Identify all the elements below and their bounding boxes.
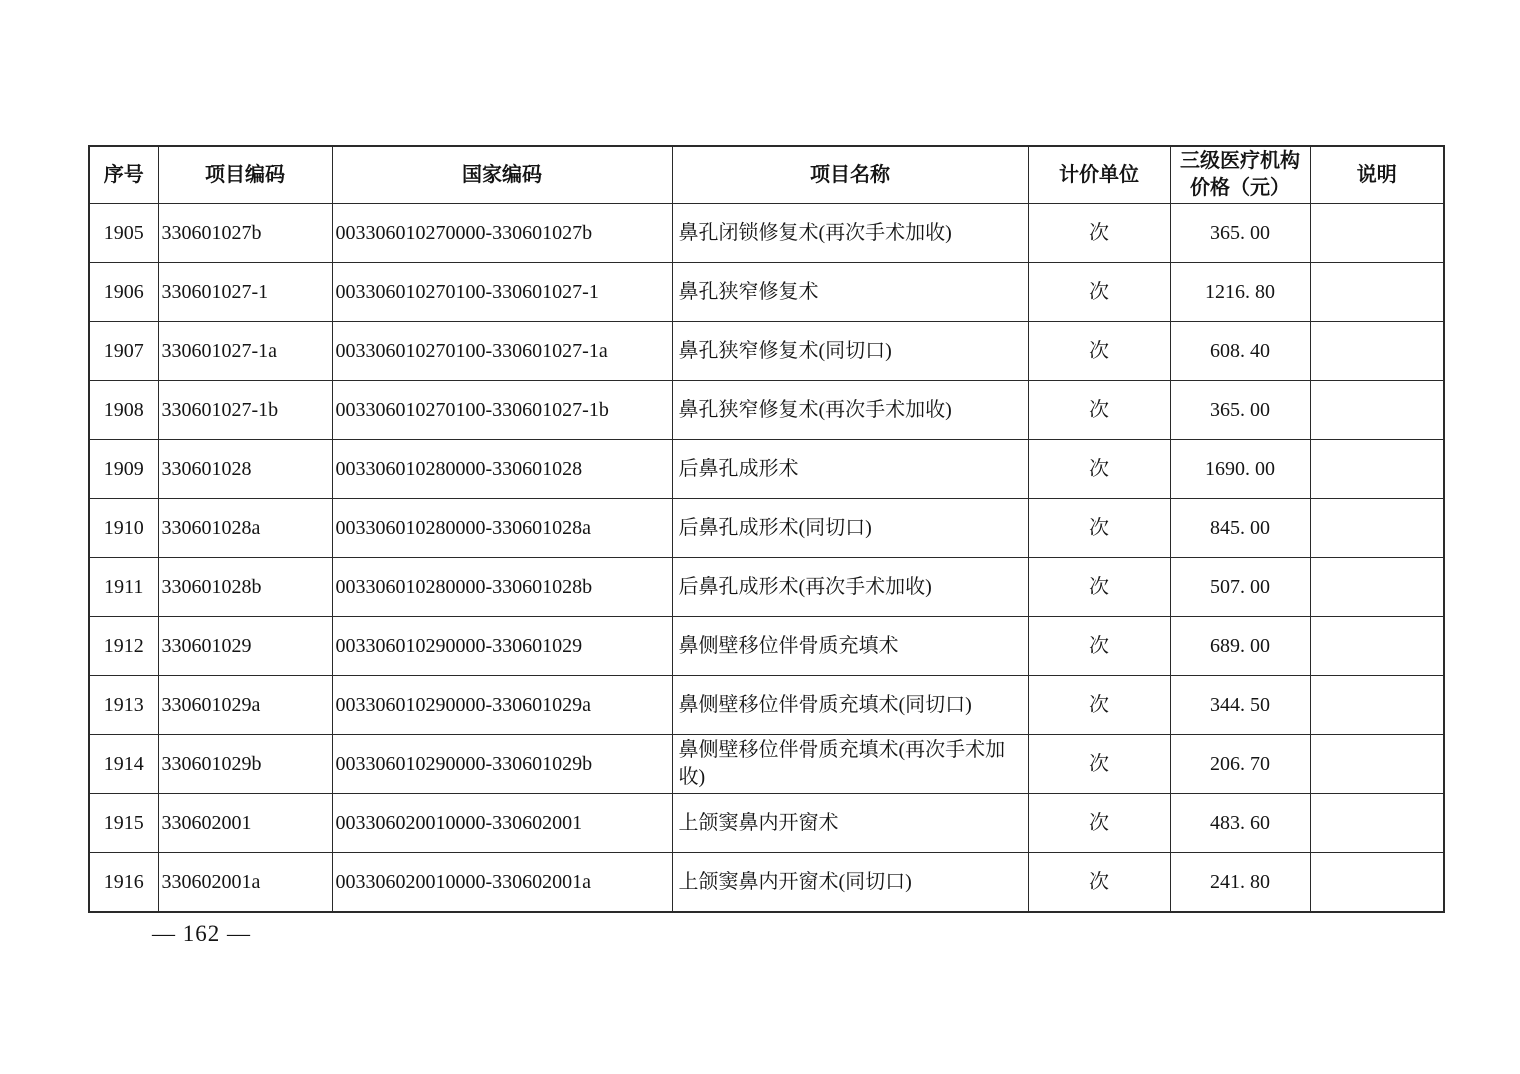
table-row: [89, 263, 1444, 322]
table-row: [89, 558, 1444, 617]
cell-note: [1310, 381, 1444, 440]
cell-unit: 次: [1028, 204, 1170, 263]
cell-national-code: 003306010280000-330601028b: [332, 558, 672, 617]
cell-national-code: 003306020010000-330602001a: [332, 853, 672, 913]
cell-unit: 次: [1028, 617, 1170, 676]
cell-national-code: 003306010290000-330601029: [332, 617, 672, 676]
cell-price: 365. 00: [1170, 381, 1310, 440]
cell-note: [1310, 853, 1444, 913]
cell-price: 206. 70: [1170, 735, 1310, 794]
cell-national-code: 003306020010000-330602001: [332, 794, 672, 853]
cell-unit: 次: [1028, 794, 1170, 853]
cell-seq: 1916: [89, 853, 158, 913]
table-row: [89, 853, 1444, 913]
cell-note: [1310, 204, 1444, 263]
cell-unit: 次: [1028, 263, 1170, 322]
medical-price-table: [88, 145, 1445, 913]
cell-item-code: 330601027-1b: [158, 381, 332, 440]
cell-unit: 次: [1028, 676, 1170, 735]
cell-seq: 1905: [89, 204, 158, 263]
header-price: 三级医疗机构价格（元）: [1170, 146, 1310, 204]
cell-item-name: 鼻侧壁移位伴骨质充填术(同切口): [672, 676, 1028, 735]
page-number: — 162 —: [152, 921, 251, 946]
cell-price: 344. 50: [1170, 676, 1310, 735]
table-row: [89, 204, 1444, 263]
cell-item-code: 330601027-1a: [158, 322, 332, 381]
cell-item-code: 330601029: [158, 617, 332, 676]
header-note: 说明: [1310, 146, 1444, 204]
cell-price: 1216. 80: [1170, 263, 1310, 322]
cell-price: 365. 00: [1170, 204, 1310, 263]
header-unit: 计价单位: [1028, 146, 1170, 204]
cell-note: [1310, 558, 1444, 617]
table-row: [89, 440, 1444, 499]
cell-seq: 1909: [89, 440, 158, 499]
table-row: [89, 735, 1444, 794]
cell-seq: 1914: [89, 735, 158, 794]
cell-item-name: 鼻孔狭窄修复术(再次手术加收): [672, 381, 1028, 440]
cell-unit: 次: [1028, 853, 1170, 913]
cell-note: [1310, 440, 1444, 499]
cell-note: [1310, 499, 1444, 558]
header-item-name: 项目名称: [672, 146, 1028, 204]
table-row: [89, 794, 1444, 853]
table-body: [89, 204, 1444, 913]
table-row: [89, 322, 1444, 381]
cell-item-name: 鼻孔狭窄修复术: [672, 263, 1028, 322]
cell-price: 507. 00: [1170, 558, 1310, 617]
cell-item-code: 330601027-1: [158, 263, 332, 322]
cell-note: [1310, 794, 1444, 853]
header-item-code: 项目编码: [158, 146, 332, 204]
cell-item-name: 鼻孔狭窄修复术(同切口): [672, 322, 1028, 381]
cell-item-code: 330602001a: [158, 853, 332, 913]
cell-item-code: 330601028b: [158, 558, 332, 617]
cell-note: [1310, 322, 1444, 381]
cell-item-name: 鼻孔闭锁修复术(再次手术加收): [672, 204, 1028, 263]
cell-seq: 1915: [89, 794, 158, 853]
cell-seq: 1906: [89, 263, 158, 322]
cell-price: 1690. 00: [1170, 440, 1310, 499]
cell-item-name: 上颌窦鼻内开窗术: [672, 794, 1028, 853]
cell-seq: 1907: [89, 322, 158, 381]
cell-national-code: 003306010270100-330601027-1a: [332, 322, 672, 381]
cell-price: 689. 00: [1170, 617, 1310, 676]
cell-unit: 次: [1028, 558, 1170, 617]
cell-seq: 1908: [89, 381, 158, 440]
cell-price: 483. 60: [1170, 794, 1310, 853]
table-row: [89, 617, 1444, 676]
table-row: [89, 676, 1444, 735]
cell-item-code: 330601027b: [158, 204, 332, 263]
cell-item-name: 鼻侧壁移位伴骨质充填术(再次手术加收): [672, 735, 1028, 794]
table-row: [89, 499, 1444, 558]
cell-note: [1310, 263, 1444, 322]
cell-note: [1310, 617, 1444, 676]
cell-item-name: 后鼻孔成形术: [672, 440, 1028, 499]
cell-item-name: 鼻侧壁移位伴骨质充填术: [672, 617, 1028, 676]
cell-national-code: 003306010280000-330601028: [332, 440, 672, 499]
header-row: [89, 146, 1444, 204]
cell-item-code: 330601028: [158, 440, 332, 499]
cell-item-name: 后鼻孔成形术(同切口): [672, 499, 1028, 558]
cell-unit: 次: [1028, 322, 1170, 381]
cell-note: [1310, 676, 1444, 735]
cell-unit: 次: [1028, 381, 1170, 440]
cell-seq: 1912: [89, 617, 158, 676]
cell-seq: 1911: [89, 558, 158, 617]
cell-price: 241. 80: [1170, 853, 1310, 913]
table-header: [89, 146, 1444, 204]
cell-unit: 次: [1028, 735, 1170, 794]
cell-price: 845. 00: [1170, 499, 1310, 558]
cell-note: [1310, 735, 1444, 794]
cell-item-code: 330601029b: [158, 735, 332, 794]
cell-national-code: 003306010290000-330601029b: [332, 735, 672, 794]
cell-national-code: 003306010270100-330601027-1b: [332, 381, 672, 440]
cell-national-code: 003306010270000-330601027b: [332, 204, 672, 263]
cell-national-code: 003306010270100-330601027-1: [332, 263, 672, 322]
cell-item-name: 后鼻孔成形术(再次手术加收): [672, 558, 1028, 617]
cell-unit: 次: [1028, 499, 1170, 558]
cell-item-code: 330602001: [158, 794, 332, 853]
header-seq: 序号: [89, 146, 158, 204]
header-national-code: 国家编码: [332, 146, 672, 204]
cell-item-code: 330601028a: [158, 499, 332, 558]
cell-item-code: 330601029a: [158, 676, 332, 735]
cell-price: 608. 40: [1170, 322, 1310, 381]
cell-unit: 次: [1028, 440, 1170, 499]
cell-national-code: 003306010290000-330601029a: [332, 676, 672, 735]
cell-item-name: 上颌窦鼻内开窗术(同切口): [672, 853, 1028, 913]
cell-seq: 1913: [89, 676, 158, 735]
cell-national-code: 003306010280000-330601028a: [332, 499, 672, 558]
cell-seq: 1910: [89, 499, 158, 558]
table-row: [89, 381, 1444, 440]
